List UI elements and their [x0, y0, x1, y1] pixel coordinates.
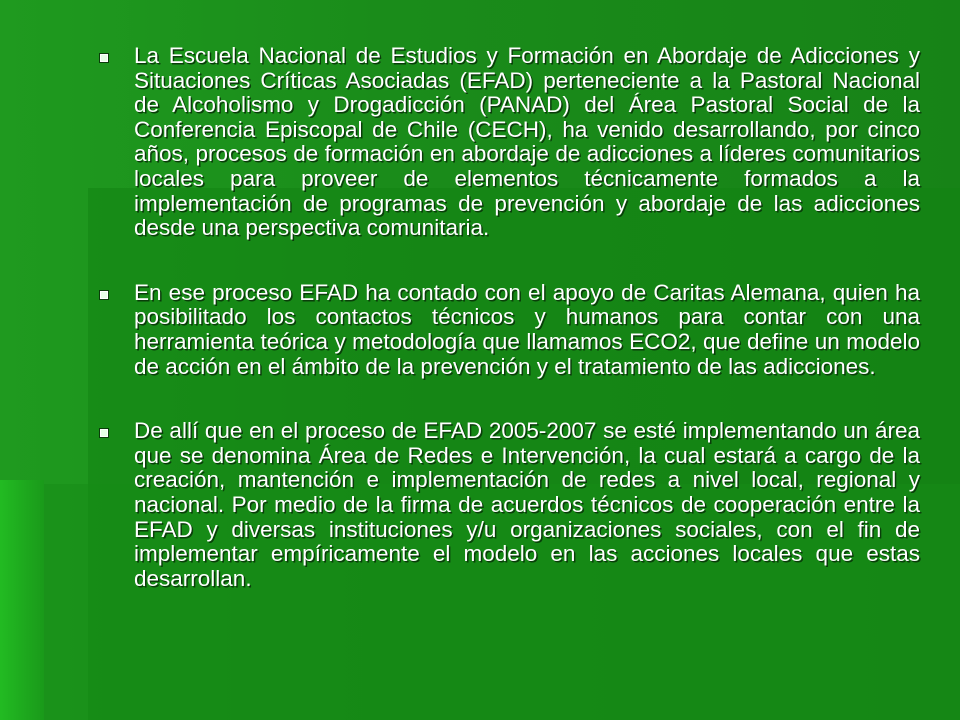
bullet-list: [96, 44, 920, 631]
bullet-item: [96, 281, 920, 379]
bullet-item: [96, 419, 920, 591]
square-bullet-icon: [96, 281, 134, 305]
square-bullet-icon: [96, 419, 134, 443]
bullet-text: La Escuela Nacional de Estudios y Formación en Abordaje de Adicciones y Situaciones Críticas Asociadas (EFAD) perteneciente a la Pastoral Nacional de Alcoholismo y Drogadicción (PANAD) del Área Pastoral Social de la Conferencia Episcopal de Chile (CECH), ha venido desarrollando, por cinco años, procesos de formación en abordaje de adicciones a líderes comunitarios locales para proveer de elementos técnicamente formados a la implementación de programas de prevención y abordaje de las adicciones desde una perspectiva comunitaria.: [134, 43, 920, 241]
background-accent-strip: [0, 480, 44, 720]
bullet-text: De allí que en el proceso de EFAD 2005-2007 se esté implementando un área que se denomina Área de Redes e Intervención, la cual estará a cargo de la creación, mantención e implementación de redes a nivel local, regional y nacional. Por medio de la firma de acuerdos técnicos de cooperación entre la EFAD y diversas instituciones y/u organizaciones sociales, con el fin de implementar empíricamente el modelo en las acciones locales que estas desarrollan.: [134, 418, 920, 591]
bullet-text: En ese proceso EFAD ha contado con el apoyo de Caritas Alemana, quien ha posibilitado los contactos técnicos y humanos para contar con una herramienta teórica y metodología que llamamos ECO2, que define un modelo de acción en el ámbito de la prevención y el tratamiento de las adicciones.: [134, 279, 920, 379]
bullet-item: [96, 44, 920, 241]
square-bullet-icon: [96, 44, 134, 68]
